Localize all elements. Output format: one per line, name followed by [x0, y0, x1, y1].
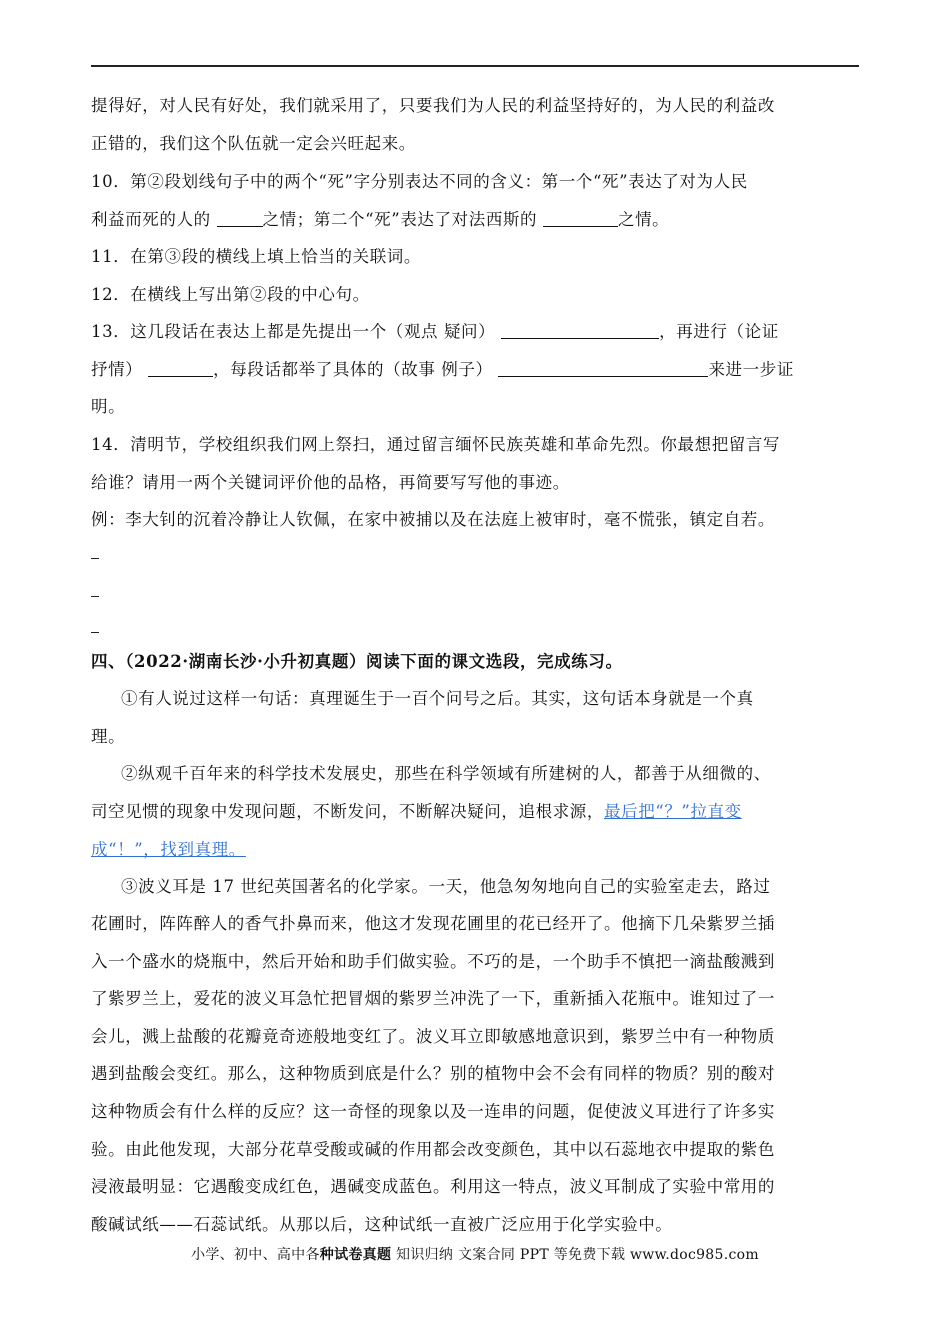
footer-text: 种试卷真题: [319, 1247, 392, 1263]
paragraph-2-line: [91, 840, 861, 860]
answer-line[interactable]: [91, 596, 99, 597]
header-rule: [91, 65, 859, 67]
answer-blank[interactable]: [501, 322, 659, 339]
paragraph-3-line: 验。由此他发现，大部分花草受酸或碱的作用都会改变颜色，其中以石蕊地衣中提取的紫色: [91, 1140, 775, 1159]
paragraph-3-line: 这种物质会有什么样的反应？这一奇怪的现象以及一连串的问题，促使波义耳进行了许多实: [91, 1102, 775, 1121]
paragraph-3-line: 了紫罗兰上，爱花的波义耳急忙把冒烟的紫罗兰冲洗了一下，重新插入花瓶中。谁知过了一: [91, 989, 775, 1008]
q10-text-1: 利益而死的人的: [91, 210, 217, 229]
example-answer: 例：李大钊的沉着冷静让人钦佩，在家中被捕以及在法庭上被审时，毫不慌张，镇定自若。: [91, 510, 775, 529]
underlined-sentence: 最后把“？”拉直变: [604, 802, 742, 821]
paragraph-3-line: 浸液最明显：它遇酸变成红色，遇碱变成蓝色。利用这一特点，波义耳制成了实验中常用的: [91, 1177, 775, 1196]
footer-text: 小学、初中、高中各: [191, 1247, 320, 1263]
question-11: 11．在第③段的横线上填上恰当的关联词。: [91, 247, 421, 266]
question-13-line-3: 明。: [91, 397, 126, 416]
page-footer: [0, 1246, 950, 1264]
question-12: 12．在横线上写出第②段的中心句。: [91, 285, 370, 304]
answer-line[interactable]: [91, 558, 99, 559]
question-13-line-1: [91, 322, 861, 342]
answer-line[interactable]: [91, 632, 99, 633]
paragraph-2-text: 司空见惯的现象中发现问题，不断发问，不断解决疑问，追根求源，: [91, 802, 604, 821]
q13-text-1: 13．这几段话在表达上都是先提出一个（观点 疑问）: [91, 322, 502, 341]
footer-text: 文案合同 PPT 等免费下载: [457, 1247, 626, 1263]
paragraph-2-line: ②纵观千百年来的科学技术发展史，那些在科学领域有所建树的人，都善于从细微的、: [121, 764, 771, 783]
q13-text-5: 来进一步证: [708, 360, 794, 379]
answer-blank[interactable]: [498, 360, 708, 377]
question-10-line-2: [91, 210, 861, 230]
question-14-line-1: 14．清明节，学校组织我们网上祭扫，通过留言缅怀民族英雄和革命先烈。你最想把留言写: [91, 435, 781, 454]
q13-text-2: ，再进行（论证: [659, 322, 779, 341]
paragraph-3-line: 遇到盐酸会变红。那么，这种物质到底是什么？别的植物中会不会有同样的物质？别的酸对: [91, 1064, 775, 1083]
paragraph-3-line: 入一个盛水的烧瓶中，然后开始和助手们做实验。不巧的是，一个助手不慎把一滴盐酸溅到: [91, 952, 775, 971]
answer-blank[interactable]: [543, 210, 618, 227]
paragraph-3-line: ③波义耳是 17 世纪英国著名的化学家。一天，他急匆匆地向自己的实验室走去，路过: [121, 877, 771, 896]
section-4-heading: 四、（2022·湖南长沙·小升初真题）阅读下面的课文选段，完成练习。: [91, 652, 623, 671]
footer-text: 知识归纳: [391, 1247, 458, 1263]
paragraph-2-line: [91, 802, 861, 822]
text-line: 正错的，我们这个队伍就一定会兴旺起来。: [91, 134, 416, 153]
answer-blank[interactable]: [217, 210, 263, 227]
question-13-line-2: [91, 360, 861, 380]
question-14-line-2: 给谁？请用一两个关键词评价他的品格，再简要写写他的事迹。: [91, 473, 570, 492]
paragraph-3-line: 花圃时，阵阵醉人的香气扑鼻而来，他这才发现花圃里的花已经开了。他摘下几朵紫罗兰插: [91, 914, 775, 933]
q13-text-3: 抒情）: [91, 360, 149, 379]
q13-text-4: ，每段话都举了具体的（故事 例子）: [213, 360, 499, 379]
q10-text-2: 之情；第二个“死”表达了对法西斯的: [262, 210, 543, 229]
paragraph-3-line: 会儿，溅上盐酸的花瓣竟奇迹般地变红了。波义耳立即敏感地意识到，紫罗兰中有一种物质: [91, 1027, 775, 1046]
footer-website[interactable]: www.doc985.com: [625, 1247, 759, 1263]
text-line: 提得好，对人民有好处，我们就采用了，只要我们为人民的利益坚持好的，为人民的利益改: [91, 96, 775, 115]
q10-text-3: 之情。: [617, 210, 670, 229]
answer-blank[interactable]: [148, 360, 213, 377]
paragraph-3-line: 酸碱试纸——石蕊试纸。从那以后，这种试纸一直被广泛应用于化学实验中。: [91, 1215, 673, 1234]
paragraph-1-line: 理。: [91, 727, 126, 746]
underlined-sentence: 成“！”，找到真理。: [91, 840, 246, 859]
paragraph-1-line: ①有人说过这样一句话：真理诞生于一百个问号之后。其实，这句话本身就是一个真: [121, 689, 754, 708]
question-10-line-1: 10．第②段划线句子中的两个“死”字分别表达不同的含义：第一个“死”表达了对为人民: [91, 172, 748, 191]
